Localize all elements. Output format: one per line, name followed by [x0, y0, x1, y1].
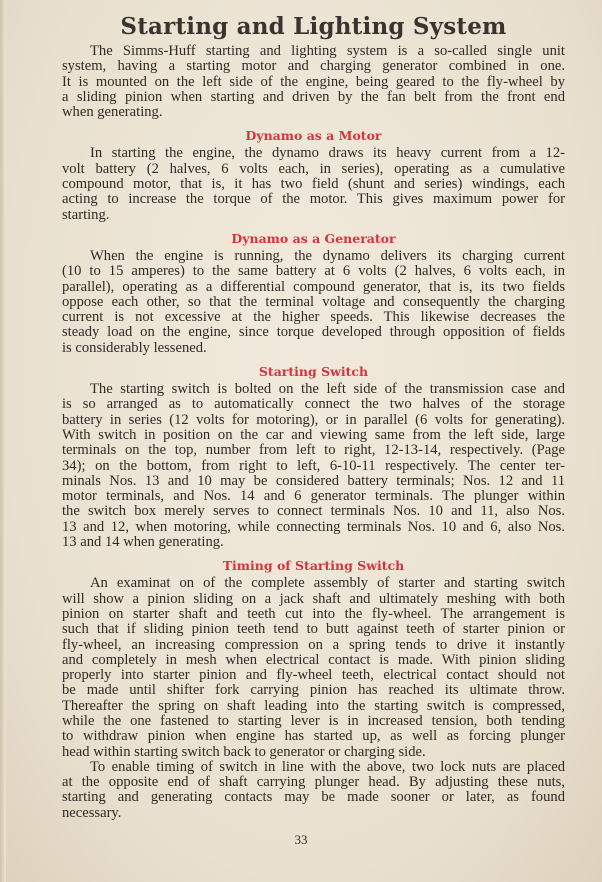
text-line: (10 to 15 amperes) to the same battery at 6 volts (2 halves, 6 volts each, in	[62, 263, 565, 280]
text-line: With switch in position on the car and viewing same from the left side, large	[62, 426, 565, 443]
section	[62, 356, 565, 550]
text-line: head within starting switch back to generator or charging side.	[62, 743, 426, 760]
paragraph	[62, 760, 565, 821]
text-line: while the one fastened to starting lever is in increased tension, both tending	[62, 712, 565, 729]
text-line: battery in series (12 volts for motoring), or in parallel (6 volts for generating).	[62, 411, 565, 428]
text-line: acting to increase the torque of the motor. This gives maximum power for	[62, 191, 565, 208]
section	[62, 44, 565, 120]
text-line: and completely in mesh when electrical contact is made. With pinion sliding	[62, 651, 565, 668]
section-heading: Dynamo as a Motor	[245, 128, 382, 144]
paragraph	[62, 249, 565, 356]
text-line: 34); on the bottom, from right to left, 6-10-11 respectively. The center ter-	[62, 457, 565, 474]
text-line: will show a pinion sliding on a jack shaft and ultimately meshing with both	[62, 590, 565, 607]
text-line: motor terminals, and Nos. 14 and 6 generator terminals. The plunger within	[62, 488, 565, 505]
text-line: The starting switch is bolted on the left side of the transmission case and	[90, 381, 565, 398]
text-line: a sliding pinion when starting and driven by the fan belt from the front end	[62, 88, 565, 105]
paragraph	[62, 146, 565, 222]
text-line: starting and generating contacts may be made sooner or later, as found	[62, 789, 565, 806]
text-line: minals Nos. 13 and 10 may be considered battery terminals; Nos. 12 and 11	[62, 472, 565, 489]
text-line: such that if sliding pinion teeth tend to butt against teeth of starter pinion or	[62, 621, 565, 638]
section	[62, 550, 565, 821]
text-line: to withdraw pinion when engine has started up, as well as forcing plunger	[62, 728, 565, 745]
text-line: The Simms-Huff starting and lighting system is a so-called single unit	[90, 43, 565, 59]
text-line: To enable timing of switch in line with the above, two lock nuts are placed	[90, 758, 565, 775]
text-line: at the opposite end of shaft carrying plunger head. By adjusting these nuts,	[62, 774, 565, 791]
text-line: When the engine is running, the dynamo delivers its charging current	[90, 247, 565, 264]
text-line: Thereafter the spring on shaft leading into the starting switch is compressed,	[62, 697, 565, 714]
text-line: be made until shifter fork carrying pinion has reached its ultimate throw.	[62, 682, 565, 699]
text-line: parallel), operating as a differential compound generator, that is, its two fields	[62, 278, 565, 295]
text-line: volt battery (2 halves, 6 volts each, in series), operating as a cumulative	[62, 160, 565, 177]
section	[62, 120, 565, 222]
text-line: fly-wheel, an increasing compression on a spring tends to drive it instantly	[62, 636, 565, 653]
text-line: the switch box merely serves to connect terminals Nos. 10 and 11, also Nos.	[62, 503, 565, 520]
page-number: 33	[294, 832, 308, 847]
section	[62, 223, 565, 356]
text-line: compound motor, that is, it has two field (shunt and series) windings, each	[62, 176, 565, 193]
text-line: An examinat on of the complete assembly of starter and starting switch	[90, 575, 565, 592]
paragraph	[62, 382, 565, 550]
text-line: steady load on the engine, since torque developed through opposition of fields	[62, 324, 565, 341]
text-line: 13 and 14 when generating.	[62, 534, 224, 551]
text-line: system, having a starting motor and charging generator combined in one.	[62, 58, 565, 75]
text-line: 13 and 12, when motoring, while connecting terminals Nos. 10 and 6, also Nos.	[62, 518, 565, 535]
text-line: is considerably lessened.	[62, 339, 207, 356]
page-edge-shadow	[0, 0, 6, 882]
section-heading: Timing of Starting Switch	[222, 558, 405, 574]
text-line: terminals on the top, number from left to right, 12-13-14, respectively. (Page	[62, 442, 565, 459]
section-heading: Dynamo as a Generator	[231, 230, 396, 246]
text-line: necessary.	[62, 804, 122, 821]
text-line: oppose each other, so that the terminal voltage and consequently the charging	[62, 293, 565, 310]
page-content	[62, 44, 565, 821]
section-heading: Starting Switch	[258, 364, 369, 380]
text-line: is so arranged as to automatically connect the two halves of the storage	[62, 396, 565, 413]
paragraph	[62, 576, 565, 760]
text-line: pinion on starter shaft and teeth cut into the fly-wheel. The arrangement is	[62, 605, 565, 622]
text-line: properly into starter pinion and fly-wheel teeth, electrical contact should not	[62, 667, 565, 684]
text-line: It is mounted on the left side of the engine, being geared to the fly-wheel by	[62, 73, 565, 90]
text-line: current is not excessive at the higher speeds. This likewise decreases the	[62, 309, 565, 326]
text-line: when generating.	[62, 104, 163, 121]
paragraph	[62, 44, 565, 120]
text-line: starting.	[62, 206, 110, 223]
page-title: Starting and Lighting System	[120, 13, 507, 40]
text-line: In starting the engine, the dynamo draws its heavy current from a 12-	[90, 145, 565, 162]
document-page	[62, 10, 565, 821]
